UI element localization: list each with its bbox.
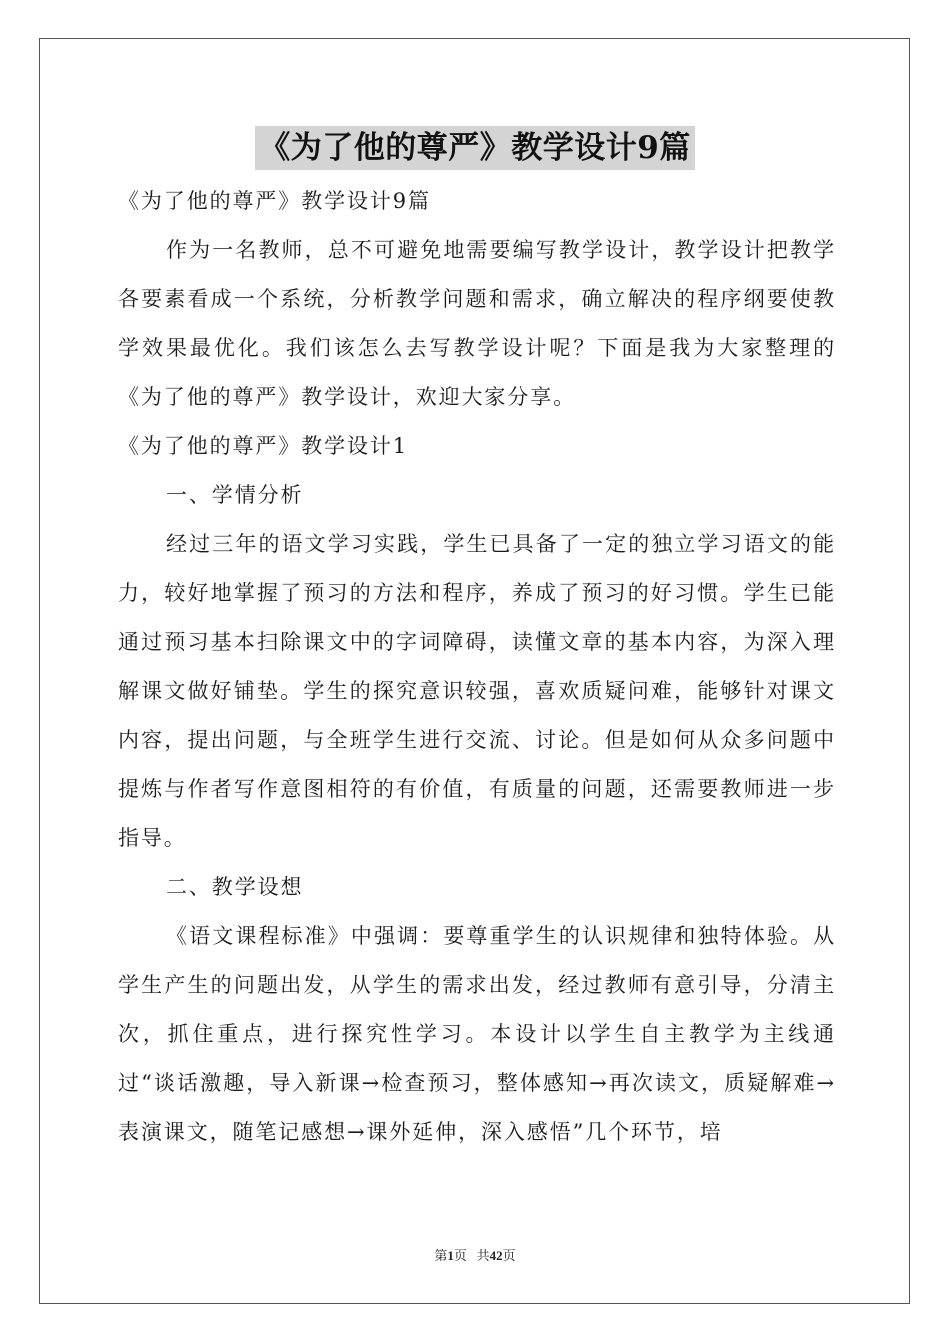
title-wrap bbox=[0, 126, 950, 170]
section-heading: 《为了他的尊严》教学设计1 bbox=[118, 434, 409, 458]
footer-total-pages: 42 bbox=[489, 1248, 503, 1263]
page-footer bbox=[0, 1245, 950, 1264]
document-body bbox=[118, 177, 836, 1157]
footer-prefix: 第 bbox=[434, 1248, 448, 1263]
footer-page-number: 1 bbox=[447, 1248, 454, 1263]
paragraph: 《语文课程标准》中强调：要尊重学生的认识规律和独特体验。从学生产生的问题出发，从学生的需求出发，经过教师有意引导，分清主次，抓住重点，进行探究性学习。本设计以学生自主教学为主线通过“谈话激趣，导入新课→检查预习，整体感知→再次读文，质疑解难→表演课文，随笔记感想→课外延伸，深入感悟”几个环节，培 bbox=[118, 924, 836, 1144]
subsection-heading: 二、教学设想 bbox=[166, 875, 304, 899]
subsection-heading: 一、学情分析 bbox=[166, 483, 304, 507]
paragraph: 经过三年的语文学习实践，学生已具备了一定的独立学习语文的能力，较好地掌握了预习的方法和程序，养成了预习的好习惯。学生已能通过预习基本扫除课文中的字词障碍，读懂文章的基本内容，为深入理解课文做好铺垫。学生的探究意识较强，喜欢质疑问难，能够针对课文内容，提出问题，与全班学生进行交流、讨论。但是如何从众多问题中提炼与作者写作意图相符的有价值，有质量的问题，还需要教师进一步指导。 bbox=[118, 532, 836, 850]
footer-page-suffix: 页 bbox=[453, 1248, 467, 1263]
footer-total-prefix: 共 bbox=[476, 1248, 490, 1263]
document-title: 《为了他的尊严》教学设计9篇 bbox=[255, 126, 695, 170]
paragraph: 作为一名教师，总不可避免地需要编写教学设计，教学设计把教学各要素看成一个系统，分析教学问题和需求，确立解决的程序纲要使教学效果最优化。我们该怎么去写教学设计呢？下面是我为大家整理的《为了他的尊严》教学设计，欢迎大家分享。 bbox=[118, 238, 836, 409]
footer-total-suffix: 页 bbox=[502, 1248, 516, 1263]
paragraph: 《为了他的尊严》教学设计9篇 bbox=[118, 189, 431, 213]
